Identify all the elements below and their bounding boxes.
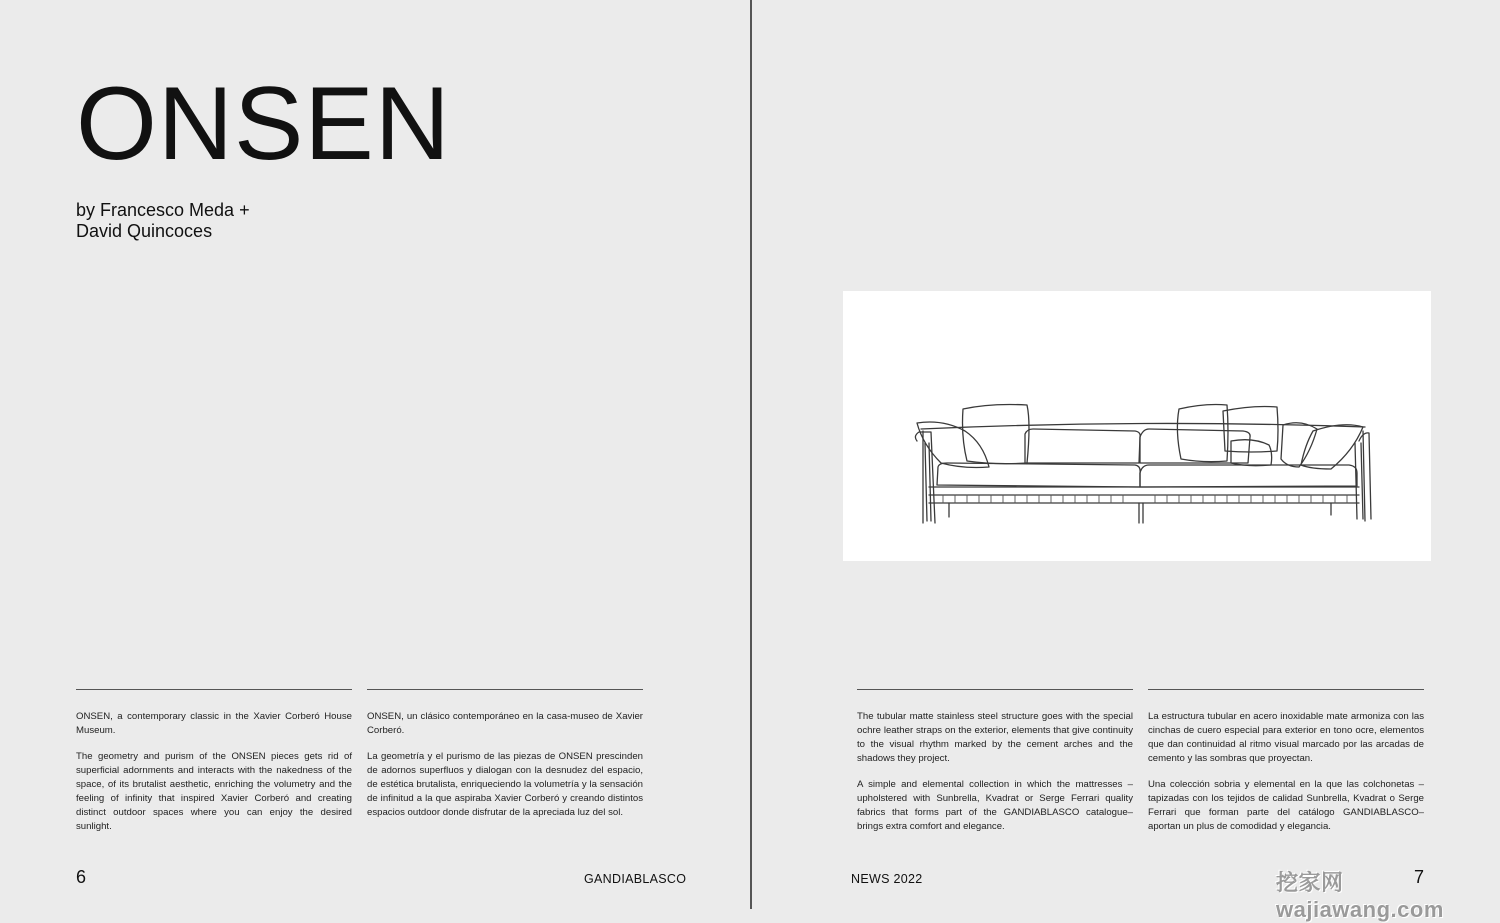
left-english-para-2: The geometry and purism of the ONSEN pieces gets rid of superficial adornments and interacts with the nakedness of the space, of its brutalist aesthetic, enriching the volumetry and the feeling of infinity that inspired Xavier Corberó and creating distinct outdoor spaces where you can enjoy the desired sunlight. [76,751,352,832]
sofa-sketch-panel [843,291,1431,561]
left-spanish-para-2: La geometría y el purismo de las piezas de ONSEN prescinden de adornos superfluos y dialogan con la desnudez del espacio, de estética brutalista, enriqueciendo la volumetría y la sensación de infinitud a la que aspiraba Xavier Corberó y creando distintos espacios outdoor donde disfrutar de la apreciada luz del sol. [367,751,643,818]
running-head-right: NEWS 2022 [851,872,923,886]
page-number-right: 7 [1414,867,1425,887]
right-english-column [857,689,1133,846]
sofa-sketch-illustration [843,291,1431,561]
byline-line-1: by Francesco Meda + [76,200,250,220]
site-watermark: 挖家网 wajiawang.com [1276,870,1444,922]
page-number-left: 6 [76,867,87,887]
left-spanish-para-1: ONSEN, un clásico contemporáneo en la casa-museo de Xavier Corberó. [367,711,643,736]
left-english-column [76,689,352,846]
right-english-para-2: A simple and elemental collection in which the mattresses –upholstered with Sunbrella, Kvadrat or Serge Ferrari quality fabrics that forms part of the GANDIABLASCO catalogue– brings extra comfort and elegance. [857,779,1133,832]
byline-line-2: David Quincoces [76,221,213,241]
right-spanish-para-2: Una colección sobria y elemental en la que las colchonetas –tapizadas con los tejidos de calidad Sunbrella, Kvadrat o Serge Ferrari que forman parte del catálogo GANDIABLASCO– aportan un plus de comodidad y elegancia. [1148,779,1424,832]
right-spanish-para-1: La estructura tubular en acero inoxidable mate armoniza con las cinchas de cuero especial para exterior en tono ocre, elementos que dan continuidad al ritmo visual marcado por las arcadas de cemento y las sombras que proyectan. [1148,711,1424,764]
designer-byline [76,200,336,242]
right-spanish-column [1148,689,1424,846]
left-spanish-column [367,689,643,832]
left-english-para-1: ONSEN, a contemporary classic in the Xavier Corberó House Museum. [76,711,352,736]
running-head-left: GANDIABLASCO [584,872,687,886]
right-english-para-1: The tubular matte stainless steel structure goes with the special ochre leather straps on the exterior, elements that give continuity to the visual rhythm marked by the cement arches and the shadows they project. [857,711,1133,764]
collection-title: ONSEN [76,66,451,182]
